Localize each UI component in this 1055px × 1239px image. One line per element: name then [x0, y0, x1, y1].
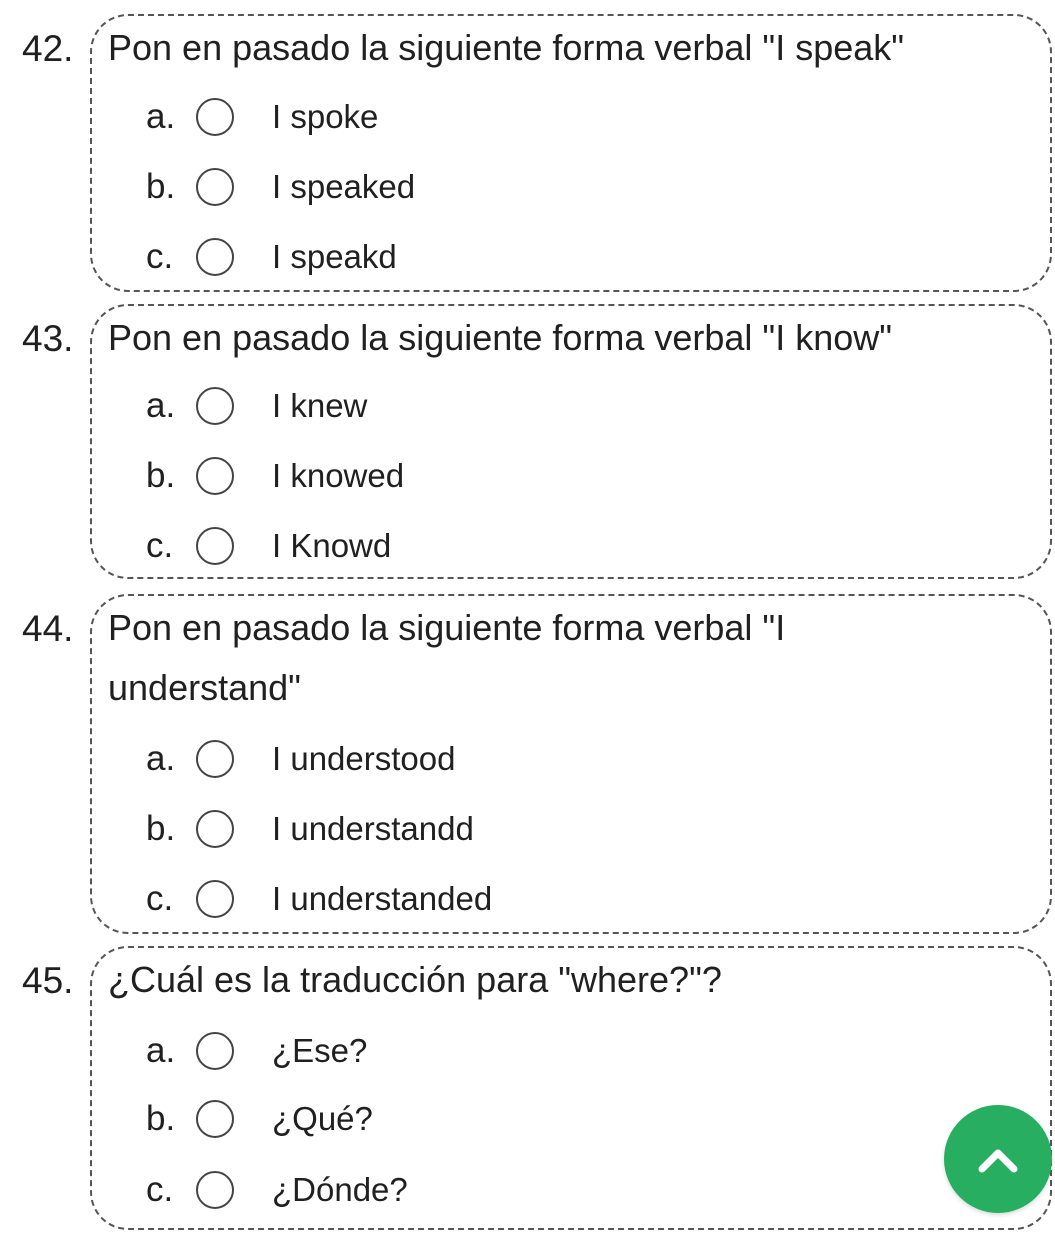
option-letter: c. [146, 1170, 174, 1209]
scroll-to-top-button[interactable] [944, 1105, 1052, 1213]
radio-button[interactable] [196, 880, 234, 918]
question-43 [0, 290, 1055, 585]
question-number: 42. [22, 28, 74, 69]
option-letter: b. [146, 809, 176, 848]
question-number: 45. [22, 960, 74, 1001]
option-a[interactable] [0, 1026, 1000, 1076]
option-c[interactable] [0, 521, 1000, 571]
option-a[interactable] [0, 734, 1000, 784]
option-a[interactable] [0, 92, 1000, 142]
radio-button[interactable] [196, 810, 234, 848]
option-label: I understood [272, 740, 456, 777]
option-label: I speaked [272, 168, 416, 205]
option-label: I speakd [272, 238, 397, 275]
option-label: I Knowd [272, 527, 392, 564]
option-a[interactable] [0, 381, 1000, 431]
radio-button[interactable] [196, 98, 234, 136]
question-text: Pon en pasado la siguiente forma verbal "I speak" [108, 27, 905, 68]
option-label: I knew [272, 387, 368, 424]
radio-button[interactable] [196, 1032, 234, 1070]
question-42 [0, 0, 1055, 300]
option-c[interactable] [0, 1165, 1000, 1215]
option-letter: b. [146, 1099, 176, 1138]
chevron-up-icon [974, 1139, 1022, 1179]
option-letter: a. [146, 97, 176, 136]
option-label: I spoke [272, 98, 379, 135]
option-label: I knowed [272, 457, 405, 494]
radio-button[interactable] [196, 1171, 234, 1209]
option-b[interactable] [0, 804, 1000, 854]
option-letter: c. [146, 237, 174, 276]
option-letter: b. [146, 456, 176, 495]
option-letter: c. [146, 879, 174, 918]
question-number: 43. [22, 318, 74, 359]
option-c[interactable] [0, 874, 1000, 924]
question-text: ¿Cuál es la traducción para "where?"? [108, 959, 722, 1000]
option-letter: a. [146, 739, 176, 778]
option-c[interactable] [0, 232, 1000, 282]
radio-button[interactable] [196, 457, 234, 495]
option-b[interactable] [0, 451, 1000, 501]
question-44 [0, 580, 1055, 940]
radio-button[interactable] [196, 168, 234, 206]
question-number: 44. [22, 608, 74, 649]
option-b[interactable] [0, 1094, 1000, 1144]
radio-button[interactable] [196, 1100, 234, 1138]
radio-button[interactable] [196, 238, 234, 276]
option-label: ¿Qué? [272, 1100, 373, 1137]
question-text: Pon en pasado la siguiente forma verbal "I understand" [108, 607, 786, 708]
option-letter: a. [146, 1031, 176, 1070]
option-label: I understanded [272, 880, 493, 917]
question-text: Pon en pasado la siguiente forma verbal "I know" [108, 317, 893, 358]
radio-button[interactable] [196, 740, 234, 778]
question-45 [0, 932, 1055, 1232]
option-label: I understandd [272, 810, 474, 847]
option-letter: b. [146, 167, 176, 206]
radio-button[interactable] [196, 387, 234, 425]
option-label: ¿Dónde? [272, 1171, 408, 1208]
option-label: ¿Ese? [272, 1032, 368, 1069]
option-letter: c. [146, 526, 174, 565]
option-letter: a. [146, 386, 176, 425]
radio-button[interactable] [196, 527, 234, 565]
option-b[interactable] [0, 162, 1000, 212]
